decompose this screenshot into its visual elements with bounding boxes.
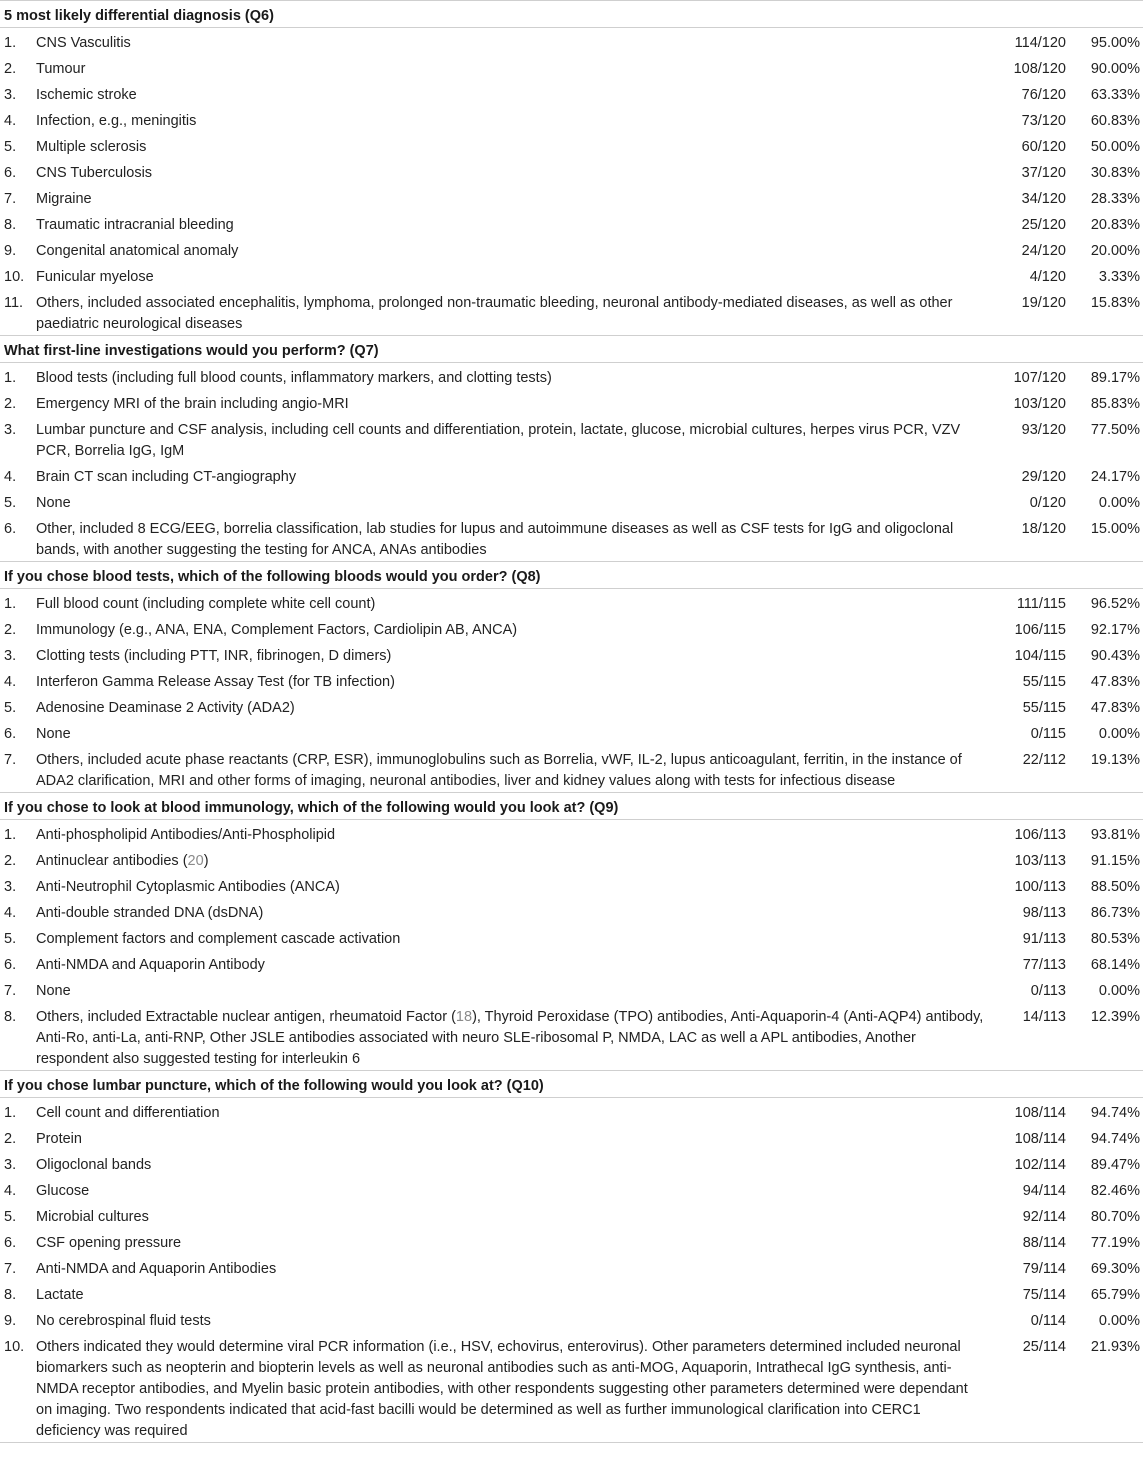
row-percentage: 15.83% — [1090, 295, 1140, 311]
section-title: If you chose lumbar puncture, which of the following would you look at? (Q10) — [0, 1071, 1143, 1098]
row-count: 0/114 — [1030, 1313, 1066, 1329]
row-percentage: 91.15% — [1090, 853, 1140, 869]
row-text-continued: ) — [203, 853, 209, 869]
table-row — [0, 132, 1143, 158]
row-count: 106/113 — [1000, 820, 1070, 847]
row-text-main: Anti-NMDA and Aquaporin Antibodies — [36, 1261, 277, 1277]
row-text-main: Multiple sclerosis — [36, 139, 147, 155]
table-row — [0, 820, 1143, 847]
table-row — [0, 641, 1143, 667]
row-number: 2. — [4, 853, 17, 869]
row-text — [36, 158, 1000, 184]
row-percentage: 20.00% — [1090, 243, 1140, 259]
row-text-main: Glucose — [36, 1183, 90, 1199]
row-number: 8. — [4, 1287, 17, 1303]
row-number: 6. — [4, 1235, 17, 1251]
row-text — [36, 950, 1000, 976]
row-text-main: Complement factors and complement cascade activation — [36, 931, 401, 947]
table-row — [0, 262, 1143, 288]
row-text — [36, 1176, 1000, 1202]
table-row — [0, 1176, 1143, 1202]
row-count: 108/114 — [1000, 1098, 1070, 1125]
row-number: 5. — [4, 139, 17, 155]
row-percentage: 80.53% — [1090, 931, 1140, 947]
row-percentage: 50.00% — [1090, 139, 1140, 155]
row-count: 103/113 — [1014, 853, 1066, 869]
section-title: If you chose blood tests, which of the following bloods would you order? (Q8) — [0, 562, 1143, 589]
table-row — [0, 615, 1143, 641]
row-count: 102/114 — [1014, 1157, 1066, 1173]
table-row — [0, 28, 1143, 55]
table-row — [0, 1202, 1143, 1228]
row-count: 24/120 — [1021, 243, 1066, 259]
table-row — [0, 1254, 1143, 1280]
row-text — [36, 924, 1000, 950]
row-text-main: CNS Vasculitis — [36, 35, 131, 51]
row-count: 106/115 — [1014, 622, 1066, 638]
row-text-main: Oligoclonal bands — [36, 1157, 152, 1173]
row-number: 2. — [4, 61, 17, 77]
table-row — [0, 872, 1143, 898]
table-row — [0, 288, 1143, 336]
table-row — [0, 976, 1143, 1002]
section-header — [0, 793, 1143, 820]
row-number: 2. — [4, 622, 17, 638]
row-count: 91/113 — [1022, 931, 1066, 947]
row-percentage: 90.43% — [1090, 648, 1140, 664]
row-text — [36, 1098, 1000, 1125]
table-body — [0, 1, 1143, 1443]
row-count: 25/114 — [1022, 1339, 1066, 1355]
row-number: 5. — [4, 495, 17, 511]
row-text — [36, 1254, 1000, 1280]
row-text-main: Migraine — [36, 191, 92, 207]
row-percentage: 3.33% — [1098, 269, 1140, 285]
row-percentage: 15.00% — [1090, 521, 1140, 537]
row-text — [36, 1306, 1000, 1332]
row-number: 5. — [4, 931, 17, 947]
row-text — [36, 1280, 1000, 1306]
row-percentage: 63.33% — [1090, 87, 1140, 103]
row-text-main: Others, included Extractable nuclear antigen, rheumatoid Factor ( — [36, 1009, 456, 1025]
row-percentage: 30.83% — [1090, 165, 1140, 181]
row-count: 55/115 — [1022, 674, 1066, 690]
table-row — [0, 184, 1143, 210]
row-text — [36, 389, 1000, 415]
table-row — [0, 54, 1143, 80]
row-count: 108/120 — [1013, 61, 1066, 77]
row-percentage: 80.70% — [1090, 1209, 1140, 1225]
row-text-main: None — [36, 983, 71, 999]
row-text — [36, 415, 1000, 462]
row-text-main: Anti-NMDA and Aquaporin Antibody — [36, 957, 265, 973]
row-count: 29/120 — [1021, 469, 1066, 485]
section-title: 5 most likely differential diagnosis (Q6) — [4, 8, 274, 24]
row-number: 6. — [4, 165, 17, 181]
row-text-main: Full blood count (including complete white cell count) — [36, 596, 376, 612]
row-text-main: Anti-double stranded DNA (dsDNA) — [36, 905, 264, 921]
row-number: 6. — [4, 521, 17, 537]
row-number: 9. — [4, 243, 17, 259]
table-row — [0, 693, 1143, 719]
row-text — [36, 1228, 1000, 1254]
row-count: 114/120 — [1000, 28, 1070, 55]
row-text — [36, 1202, 1000, 1228]
row-number: 6. — [4, 957, 17, 973]
row-text-main: Brain CT scan including CT-angiography — [36, 469, 297, 485]
row-text-main: CSF opening pressure — [36, 1235, 182, 1251]
row-text-continued: ), Thyroid Peroxidase (TPO) antibodies, Anti-Aquaporin-4 (Anti-AQP4) antibody, Anti-Ro, anti-La, anti-RNP, Other JSLE antibodies associated with neuro SLE-ribosomal P, NMDA, LAC as well a APL antibodies, Another respondent also suggested testing for interleukin 6 — [36, 1009, 984, 1067]
row-percentage: 47.83% — [1090, 700, 1140, 716]
row-text-main: Traumatic intracranial bleeding — [36, 217, 234, 233]
row-text — [36, 236, 1000, 262]
row-text-main: Protein — [36, 1131, 82, 1147]
row-text — [36, 488, 1000, 514]
row-percentage: 12.39% — [1090, 1009, 1140, 1025]
row-text — [36, 667, 1000, 693]
row-count: 79/114 — [1022, 1261, 1066, 1277]
row-count: 75/114 — [1022, 1287, 1066, 1303]
row-percentage: 95.00% — [1070, 28, 1143, 55]
row-count: 25/120 — [1021, 217, 1066, 233]
row-text-main: Lactate — [36, 1287, 84, 1303]
table-row — [0, 898, 1143, 924]
row-count: 93/120 — [1021, 422, 1066, 438]
row-text — [36, 462, 1000, 488]
row-text — [36, 872, 1000, 898]
row-number: 5. — [4, 1209, 17, 1225]
row-text — [36, 1002, 1000, 1071]
row-text-main: Other, included 8 ECG/EEG, borrelia classification, lab studies for lupus and autoimmune diseases as well as CSF tests for IgG and oligoclonal bands, with another suggesting the testing for ANCA, ANAs antibodies — [36, 521, 954, 558]
row-text — [36, 615, 1000, 641]
row-number: 7. — [4, 1261, 17, 1277]
row-percentage: 82.46% — [1090, 1183, 1140, 1199]
section-header — [0, 336, 1143, 363]
row-number: 3. — [4, 1157, 17, 1173]
row-number: 3. — [4, 879, 17, 895]
row-text — [36, 184, 1000, 210]
row-percentage: 85.83% — [1090, 396, 1140, 412]
row-percentage: 94.74% — [1070, 1098, 1143, 1125]
row-percentage: 92.17% — [1090, 622, 1140, 638]
row-text — [36, 80, 1000, 106]
table-row — [0, 363, 1143, 390]
table-row — [0, 514, 1143, 562]
row-text-main: Congenital anatomical anomaly — [36, 243, 239, 259]
citation-ref: 20 — [187, 853, 204, 869]
row-count: 104/115 — [1014, 648, 1066, 664]
row-text-main: Funicular myelose — [36, 269, 154, 285]
row-text — [36, 846, 1000, 872]
row-percentage: 93.81% — [1070, 820, 1143, 847]
row-count: 60/120 — [1021, 139, 1066, 155]
row-number: 4. — [4, 469, 17, 485]
row-count: 4/120 — [1029, 269, 1066, 285]
row-number: 1. — [0, 589, 36, 616]
table-row — [0, 106, 1143, 132]
row-percentage: 94.74% — [1090, 1131, 1140, 1147]
table-row — [0, 667, 1143, 693]
row-count: 76/120 — [1021, 87, 1066, 103]
table-row — [0, 1228, 1143, 1254]
row-count: 0/113 — [1030, 983, 1066, 999]
row-text-main: Emergency MRI of the brain including angio-MRI — [36, 396, 349, 412]
row-text — [36, 1332, 1000, 1443]
row-text — [36, 262, 1000, 288]
table-row — [0, 488, 1143, 514]
table-row — [0, 846, 1143, 872]
row-number: 6. — [4, 726, 17, 742]
row-number: 1. — [0, 820, 36, 847]
row-text — [36, 719, 1000, 745]
row-text-main: Cell count and differentiation — [36, 1105, 220, 1121]
row-percentage: 88.50% — [1090, 879, 1140, 895]
section-title: If you chose to look at blood immunology, which of the following would you look at? (Q9) — [0, 793, 1143, 820]
row-text — [36, 132, 1000, 158]
row-count: 37/120 — [1021, 165, 1066, 181]
row-text-main: None — [36, 726, 71, 742]
row-number: 3. — [4, 422, 17, 438]
row-percentage: 0.00% — [1098, 495, 1140, 511]
row-text-main: Immunology (e.g., ANA, ENA, Complement Factors, Cardiolipin AB, ANCA) — [36, 622, 518, 638]
row-count: 18/120 — [1021, 521, 1066, 537]
row-text-main: Ischemic stroke — [36, 87, 137, 103]
row-number: 2. — [4, 396, 17, 412]
row-number: 7. — [4, 752, 17, 768]
row-count: 19/120 — [1021, 295, 1066, 311]
row-number: 8. — [4, 1009, 17, 1025]
row-percentage: 90.00% — [1090, 61, 1140, 77]
row-percentage: 77.19% — [1090, 1235, 1140, 1251]
table-row — [0, 1306, 1143, 1332]
row-count: 0/120 — [1029, 495, 1066, 511]
row-percentage: 0.00% — [1098, 1313, 1140, 1329]
row-text-main: Others indicated they would determine viral PCR information (i.e., HSV, echovirus, enterovirus). Other parameters determined included neuronal biomarkers such as neopterin and biopterin levels as well as neuronal antibodies such as anti-MOG, Aquaporin, Intrathecal IgG synthesis, anti-NMDA receptor antibodies, and Myelin basic protein antibodies, with other respondents suggesting other parameters determined were dependant on imaging. Two respondents indicated that acid-fast bacilli would be determined as well as further immunological clarification into CERC1 deficiency was required — [36, 1339, 968, 1439]
row-text — [36, 363, 1000, 390]
row-percentage: 86.73% — [1090, 905, 1140, 921]
row-text-main: Microbial cultures — [36, 1209, 149, 1225]
row-text-main: Infection, e.g., meningitis — [36, 113, 197, 129]
row-text — [36, 514, 1000, 562]
row-text — [36, 641, 1000, 667]
row-number: 3. — [4, 87, 17, 103]
row-count: 14/113 — [1022, 1009, 1066, 1025]
row-percentage: 96.52% — [1070, 589, 1143, 616]
table-row — [0, 158, 1143, 184]
row-number: 4. — [4, 674, 17, 690]
row-count: 73/120 — [1021, 113, 1066, 129]
row-number: 10. — [4, 1339, 25, 1355]
row-text — [36, 1150, 1000, 1176]
table-row — [0, 1002, 1143, 1071]
table-row — [0, 1150, 1143, 1176]
row-percentage: 19.13% — [1090, 752, 1140, 768]
table-row — [0, 924, 1143, 950]
table-row — [0, 1098, 1143, 1125]
row-text — [36, 54, 1000, 80]
table-row — [0, 415, 1143, 462]
row-text — [36, 589, 1000, 616]
row-percentage: 0.00% — [1098, 726, 1140, 742]
row-count: 92/114 — [1022, 1209, 1066, 1225]
table-row — [0, 1332, 1143, 1443]
row-number: 4. — [4, 905, 17, 921]
row-percentage: 68.14% — [1090, 957, 1140, 973]
row-percentage: 24.17% — [1090, 469, 1140, 485]
row-percentage: 47.83% — [1090, 674, 1140, 690]
section-header — [0, 1071, 1143, 1098]
row-text-main: Anti-phospholipid Antibodies/Anti-Phospholipid — [36, 827, 336, 843]
row-count: 88/114 — [1022, 1235, 1066, 1251]
row-text — [36, 288, 1000, 336]
row-count: 94/114 — [1022, 1183, 1066, 1199]
row-percentage: 0.00% — [1098, 983, 1140, 999]
table-row — [0, 1280, 1143, 1306]
row-count: 77/113 — [1022, 957, 1066, 973]
row-count: 108/114 — [1014, 1131, 1066, 1147]
row-count: 100/113 — [1014, 879, 1066, 895]
row-text-main: CNS Tuberculosis — [36, 165, 153, 181]
row-count: 0/115 — [1030, 726, 1066, 742]
row-text — [36, 898, 1000, 924]
row-number: 1. — [0, 363, 36, 390]
row-count: 34/120 — [1021, 191, 1066, 207]
row-text-main: Adenosine Deaminase 2 Activity (ADA2) — [36, 700, 295, 716]
row-percentage: 20.83% — [1090, 217, 1140, 233]
section-header — [0, 1, 1143, 28]
row-number: 8. — [4, 217, 17, 233]
row-text — [36, 210, 1000, 236]
row-percentage: 77.50% — [1090, 422, 1140, 438]
row-text-main: Blood tests (including full blood counts, inflammatory markers, and clotting tests) — [36, 370, 552, 386]
row-text — [36, 28, 1000, 55]
table-row — [0, 236, 1143, 262]
row-percentage: 21.93% — [1090, 1339, 1140, 1355]
row-text-main: Interferon Gamma Release Assay Test (for TB infection) — [36, 674, 395, 690]
row-text-main: Lumbar puncture and CSF analysis, including cell counts and differentiation, protein, lactate, glucose, microbial cultures, herpes virus PCR, VZV PCR, Borrelia IgG, IgM — [36, 422, 961, 459]
row-count: 111/115 — [1000, 589, 1070, 616]
row-number: 9. — [4, 1313, 17, 1329]
row-number: 11. — [4, 295, 24, 311]
row-text — [36, 693, 1000, 719]
table-row — [0, 389, 1143, 415]
row-percentage: 28.33% — [1090, 191, 1140, 207]
row-number: 2. — [4, 1131, 17, 1147]
row-text-main: Tumour — [36, 61, 86, 77]
row-text-main: Others, included acute phase reactants (CRP, ESR), immunoglobulins such as Borrelia, vWF, IL-2, lupus anticoagulant, ferritin, in the instance of ADA2 clarification, MRI and other forms of imaging, neuronal antibodies, liver and kidney values along with tests for infectious disease — [36, 752, 962, 789]
row-text-main: Clotting tests (including PTT, INR, fibrinogen, D dimers) — [36, 648, 392, 664]
row-text-main: Others, included associated encephalitis, lymphoma, prolonged non-traumatic bleeding, neuronal antibody-mediated diseases, as well as other paediatric neurological diseases — [36, 295, 953, 332]
section-title: What first-line investigations would you perform? (Q7) — [0, 336, 1143, 363]
row-count: 98/113 — [1022, 905, 1066, 921]
row-count: 22/112 — [1022, 752, 1066, 768]
row-text — [36, 106, 1000, 132]
row-percentage: 69.30% — [1090, 1261, 1140, 1277]
row-number: 5. — [4, 700, 17, 716]
row-number: 7. — [4, 191, 17, 207]
section-header — [0, 562, 1143, 589]
table-row — [0, 719, 1143, 745]
row-count: 103/120 — [1013, 396, 1066, 412]
table-row — [0, 950, 1143, 976]
row-percentage: 89.47% — [1090, 1157, 1140, 1173]
row-percentage: 89.17% — [1070, 363, 1143, 390]
row-percentage: 65.79% — [1090, 1287, 1140, 1303]
table-row — [0, 745, 1143, 793]
table-row — [0, 589, 1143, 616]
row-number: 1. — [0, 1098, 36, 1125]
row-text-main: None — [36, 495, 71, 511]
row-count: 107/120 — [1000, 363, 1070, 390]
row-number: 10. — [4, 269, 25, 285]
row-number: 7. — [4, 983, 17, 999]
row-text-main: Anti-Neutrophil Cytoplasmic Antibodies (ANCA) — [36, 879, 340, 895]
table-row — [0, 1124, 1143, 1150]
row-percentage: 60.83% — [1090, 113, 1140, 129]
table-row — [0, 80, 1143, 106]
row-text-main: No cerebrospinal fluid tests — [36, 1313, 211, 1329]
row-number: 4. — [4, 113, 17, 129]
row-number: 4. — [4, 1183, 17, 1199]
row-count: 55/115 — [1022, 700, 1066, 716]
row-text — [36, 820, 1000, 847]
row-text — [36, 745, 1000, 793]
table-row — [0, 462, 1143, 488]
table-row — [0, 210, 1143, 236]
row-text — [36, 1124, 1000, 1150]
row-text-main: Antinuclear antibodies ( — [36, 853, 188, 869]
row-text — [36, 976, 1000, 1002]
row-number: 3. — [4, 648, 17, 664]
row-number: 1. — [0, 28, 36, 55]
citation-ref: 18 — [455, 1009, 473, 1025]
